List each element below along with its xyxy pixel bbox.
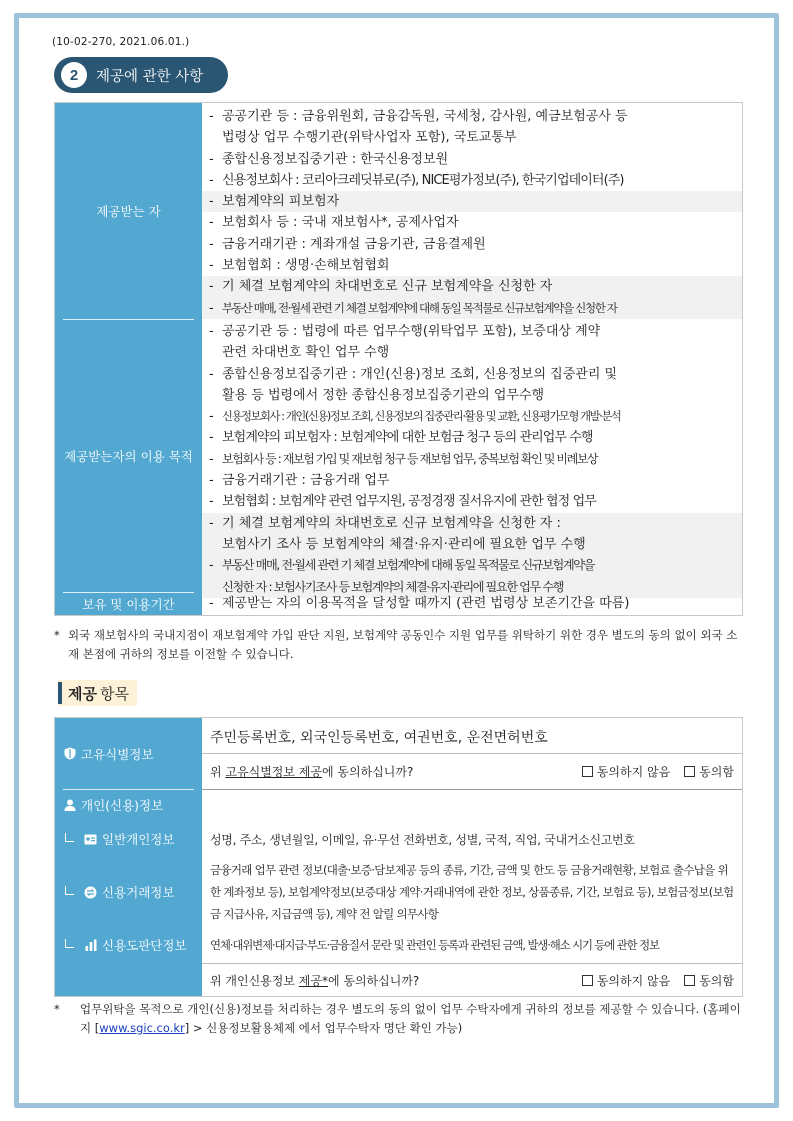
list-item: - 부동산 매매, 전·월세 관련 기 체결 보험계약에 대해 동일 목적물로 신규보험계약을 신청한 자 [202,298,742,319]
general-label-row: 일반개인정보 [55,828,202,850]
general-items: 성명, 주소, 생년월일, 이메일, 유·무선 전화번호, 성별, 국적, 직업, 국내거소신고번호 [210,832,635,847]
person-icon [63,799,76,812]
purpose-label: 제공받는자의 이용 목적 [55,319,202,592]
section-header [54,57,228,93]
unique-id-agree-checkbox[interactable]: 동의함 [684,763,734,780]
personal-consent-row [202,967,742,993]
list-item: - 보험계약의 피보험자 [202,191,742,212]
personal-agree-checkbox[interactable]: 동의함 [684,972,734,989]
personal-consent-question: 위 개인신용정보 제공*에 동의하십니까? [210,973,420,988]
list-item: - 종합신용정보집중기관 : 개인(신용)정보 조회, 신용정보의 집중관리 및 [209,366,618,382]
list-item: 법령상 업무 수행기관(위탁사업자 포함), 국토교통부 [222,130,517,146]
list-item: - 공공기관 등 : 법령에 따른 업무수행(위탁업무 포함), 보증대상 계약 [209,324,601,339]
label-divider [63,789,194,790]
retention-cell [202,592,742,615]
provision-table [54,102,743,616]
overseas-transfer-note: * 외국 재보험사의 국내지점이 재보험계약 가입 판단 지원, 보험계약 공동인수 지원 업무를 위탁하기 위한 경우 별도의 동의 없이 외국 소재 본점에 귀하의 정보를 이전할 수 있습니다. [54,628,738,661]
tree-corner [65,886,74,895]
list-item: - 제공받는 자의 이용목적을 달성할 때까지 (관련 법령상 보존기간을 따름) [209,596,630,611]
list-item: - 보험회사 등 : 국내 재보험사*, 공제사업자 [209,215,459,231]
provided-items-table [54,717,743,997]
outsourcing-note: * 업무위탁을 목적으로 개인(신용)정보를 처리하는 경우 별도의 동의 없이 업무 수탁자에게 귀하의 정보를 제공할 수 있습니다. (홈페이지 [www.sgic.co.kr] > 신용정보활용체제 에서 업무수탁자 명단 확인 가능) [54,1002,741,1035]
subsection-bar [58,682,62,704]
list-item: - 종합신용정보집중기관 : 한국신용정보원 [209,151,449,167]
recipients-label: 제공받는 자 [55,103,202,319]
subsection-title-bold: 제공 [68,684,97,703]
checkbox-icon[interactable] [684,975,695,986]
tree-corner [65,939,74,948]
row-divider [202,789,742,790]
list-item: - 보험계약의 피보험자 : 보험계약에 대한 보험금 청구 등의 관리업무 수행 [209,430,593,446]
label-divider [63,319,194,320]
tree-corner [65,833,74,842]
subsection-title: 항목 [99,684,129,703]
recipients-cell [202,103,742,319]
list-item: - 신용정보회사 : 코리아크레딧뷰로(주), NICE평가정보(주), 한국기업데이터(주) [209,172,624,188]
unique-id-label-row: 고유식별정보 [55,718,202,789]
unique-id-disagree-checkbox[interactable]: 동의하지 않음 [582,763,670,780]
list-item: 관련 차대번호 확인 업무 수행 [222,345,390,361]
bar-chart-icon [84,939,97,952]
list-item: - 보험회사 등 : 재보험 가입 및 재보험 청구 등 재보험 업무, 중복보험 확인 및 비례보상 [209,451,598,467]
list-item: - 기 체결 보험계약의 차대번호로 신규 보험계약을 신청한 자 : [202,513,742,534]
unique-id-items: 주민등록번호, 외국인등록번호, 여권번호, 운전면허번호 [210,730,548,746]
credit-label-row: 신용거래정보 [55,881,202,903]
list-item: - 부동산 매매, 전·월세 관련 기 체결 보험계약에 대해 동일 목적물로 신규보험계약을 [202,555,742,576]
list-item: - 금융거래기관 : 금융거래 업무 [209,473,390,489]
list-item: 활용 등 법령에서 정한 종합신용정보집중기관의 업무수행 [222,387,545,403]
list-item: 신청한 자 : 보험사기조사 등 보험계약의 체결·유지·관리에 필요한 업무 수행 [202,577,742,598]
purpose-cell [202,319,742,592]
checkbox-icon[interactable] [582,975,593,986]
credit-items: 금융거래 업무 관련 정보(대출·보증·담보제공 등의 종류, 기간, 금액 및 한도 등 금융거래현황, 보험료 출수납을 위한 계좌정보 등), 보험계약정보(보증대상 계약·거래내역에 관한 정보, 상품종류, 기간, 보험료 등), 보험금정보(보험금 지급사유, 지급금액 등), 계약 전 알릴 의무사항 [210,863,734,921]
list-item: - 보험협회 : 생명·손해보험협회 [209,258,390,274]
list-item: - 금융거래기관 : 계좌개설 금융기관, 금융결제원 [209,236,486,252]
judge-label-row: 신용도판단정보 [55,934,202,956]
exchange-icon [84,886,97,899]
homepage-link[interactable]: www.sgic.co.kr [99,1020,185,1035]
list-item: - 기 체결 보험계약의 차대번호로 신규 보험계약을 신청한 자 [202,276,742,297]
label-divider [63,592,194,593]
id-card-icon [84,833,97,846]
unique-id-consent-row [202,758,742,784]
checkbox-icon[interactable] [684,766,695,777]
row-divider [202,963,742,964]
shield-icon [63,747,76,760]
row-divider [202,753,742,754]
document-code: (10-02-270, 2021.06.01.) [52,36,190,48]
list-item: 보험사기 조사 등 보험계약의 체결·유지·관리에 필요한 업무 수행 [202,534,742,555]
personal-label-row: 개인(신용)정보 [55,794,202,816]
section-title: 제공에 관한 사항 [96,68,204,85]
list-item: - 공공기관 등 : 금융위원회, 금융감독원, 국세청, 감사원, 예금보험공사 등 [209,109,628,124]
personal-disagree-checkbox[interactable]: 동의하지 않음 [582,972,670,989]
subsection-header [58,680,137,706]
section-number: 2 [61,62,87,88]
unique-id-consent-question: 위 고유식별정보 제공에 동의하십니까? [210,764,414,779]
checkbox-icon[interactable] [582,766,593,777]
retention-label: 보유 및 이용기간 [55,592,202,615]
list-item: - 신용정보회사 : 개인(신용)정보 조회, 신용정보의 집중관리·활용 및 교환, 신용평가모형 개발·분석 [209,409,621,425]
list-item: - 보험협회 : 보험계약 관련 업무지원, 공정경쟁 질서유지에 관한 협정 업무 [209,494,596,510]
judge-items: 연체·대위변제·대지급·부도·금융질서 문란 및 관련인 등록과 관련된 금액, 발생·해소 시기 등에 관한 정보 [210,938,659,952]
